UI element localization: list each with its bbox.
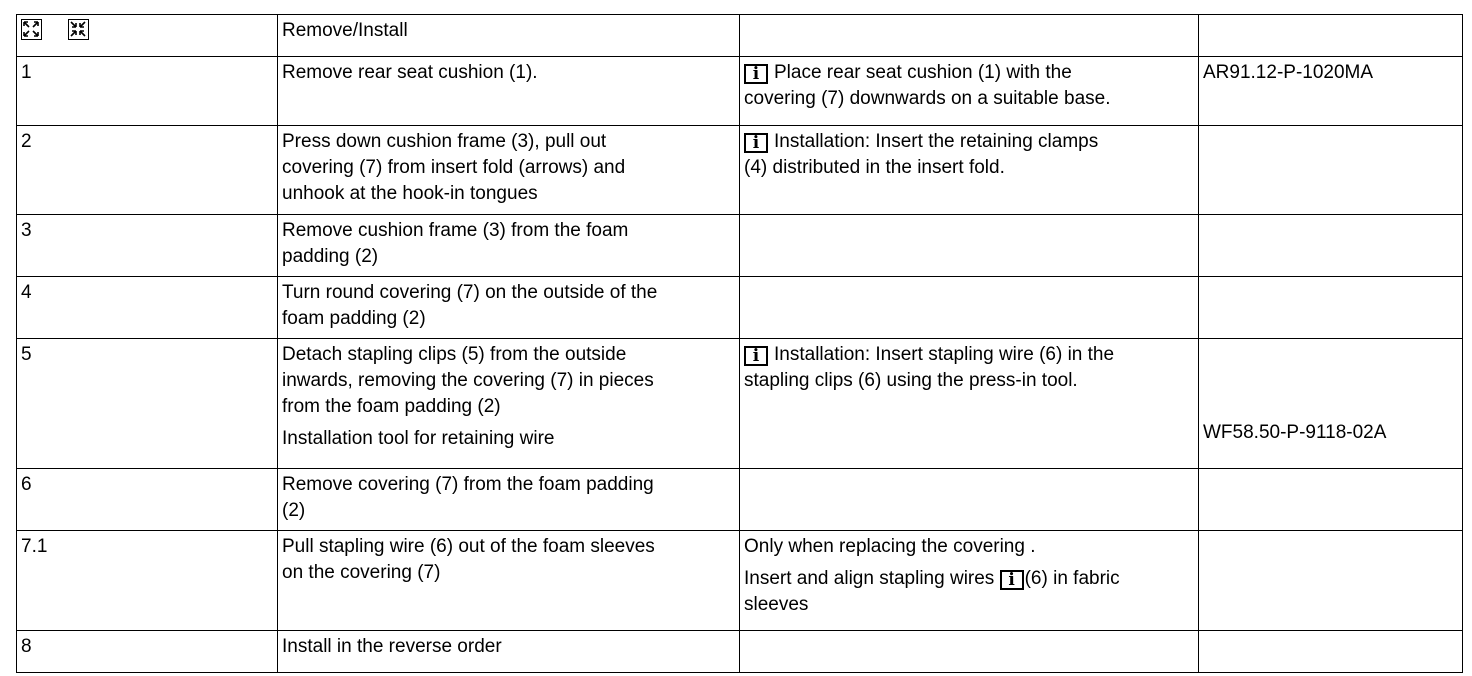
step-number: 3: [17, 215, 278, 277]
expand-arrows-icon[interactable]: [21, 19, 42, 40]
table-row: [17, 277, 1463, 339]
step-note: i Installation: Insert stapling wire (6) in the stapling clips (6) using the press-in tool.: [740, 339, 1199, 469]
reference-cell: [1199, 339, 1463, 469]
info-icon[interactable]: i: [744, 64, 768, 84]
step-action: Press down cushion frame (3), pull out covering (7) from insert fold (arrows) and unhook at the hook-in tongues: [278, 126, 740, 215]
step-number: 1: [17, 57, 278, 126]
reference-cell: [1199, 469, 1463, 531]
table-row: [17, 469, 1463, 531]
table-row: [17, 631, 1463, 673]
step-number: 2: [17, 126, 278, 215]
step-number: 8: [17, 631, 278, 673]
reference-link[interactable]: AR91.12-P-1020MA: [1199, 57, 1463, 126]
step-note: Only when replacing the covering . Insert and align stapling wires i (6) in fabric sleeves: [740, 531, 1199, 631]
info-icon[interactable]: i: [744, 133, 768, 153]
step-action: Remove rear seat cushion (1).: [278, 57, 740, 126]
step-action: Install in the reverse order: [278, 631, 740, 673]
step-note: [740, 215, 1199, 277]
step-number: 6: [17, 469, 278, 531]
info-icon[interactable]: i: [744, 346, 768, 366]
reference-cell: [1199, 531, 1463, 631]
procedure-table: [16, 14, 1463, 673]
header-notes-cell: [740, 15, 1199, 57]
collapse-arrows-icon[interactable]: [68, 19, 89, 40]
reference-cell: [1199, 126, 1463, 215]
reference-cell: [1199, 277, 1463, 339]
step-number: 5: [17, 339, 278, 469]
header-icons-cell: [17, 15, 278, 57]
table-header-row: [17, 15, 1463, 57]
table-row: [17, 215, 1463, 277]
table-row: [17, 339, 1463, 469]
step-action: Remove cushion frame (3) from the foam padding (2): [278, 215, 740, 277]
step-note: i Installation: Insert the retaining clamps (4) distributed in the insert fold.: [740, 126, 1199, 215]
step-number: 7.1: [17, 531, 278, 631]
step-action: Turn round covering (7) on the outside of the foam padding (2): [278, 277, 740, 339]
reference-link[interactable]: WF58.50-P-9118-02A: [1203, 422, 1387, 443]
step-note: i Place rear seat cushion (1) with the covering (7) downwards on a suitable base.: [740, 57, 1199, 126]
table-row: [17, 57, 1463, 126]
info-icon[interactable]: i: [1000, 570, 1024, 590]
step-action: Remove covering (7) from the foam padding (2): [278, 469, 740, 531]
step-note: [740, 469, 1199, 531]
step-action: Detach stapling clips (5) from the outside inwards, removing the covering (7) in pieces from the foam padding (2) Installation tool for retaining wire: [278, 339, 740, 469]
installation-tool-text: Installation tool for retaining wire: [282, 428, 555, 449]
header-title: Remove/Install: [278, 15, 740, 57]
reference-cell: [1199, 631, 1463, 673]
header-ref-cell: [1199, 15, 1463, 57]
step-number: 4: [17, 277, 278, 339]
step-note: [740, 277, 1199, 339]
step-note: [740, 631, 1199, 673]
step-action: Pull stapling wire (6) out of the foam sleeves on the covering (7): [278, 531, 740, 631]
table-row: [17, 531, 1463, 631]
reference-cell: [1199, 215, 1463, 277]
table-row: [17, 126, 1463, 215]
